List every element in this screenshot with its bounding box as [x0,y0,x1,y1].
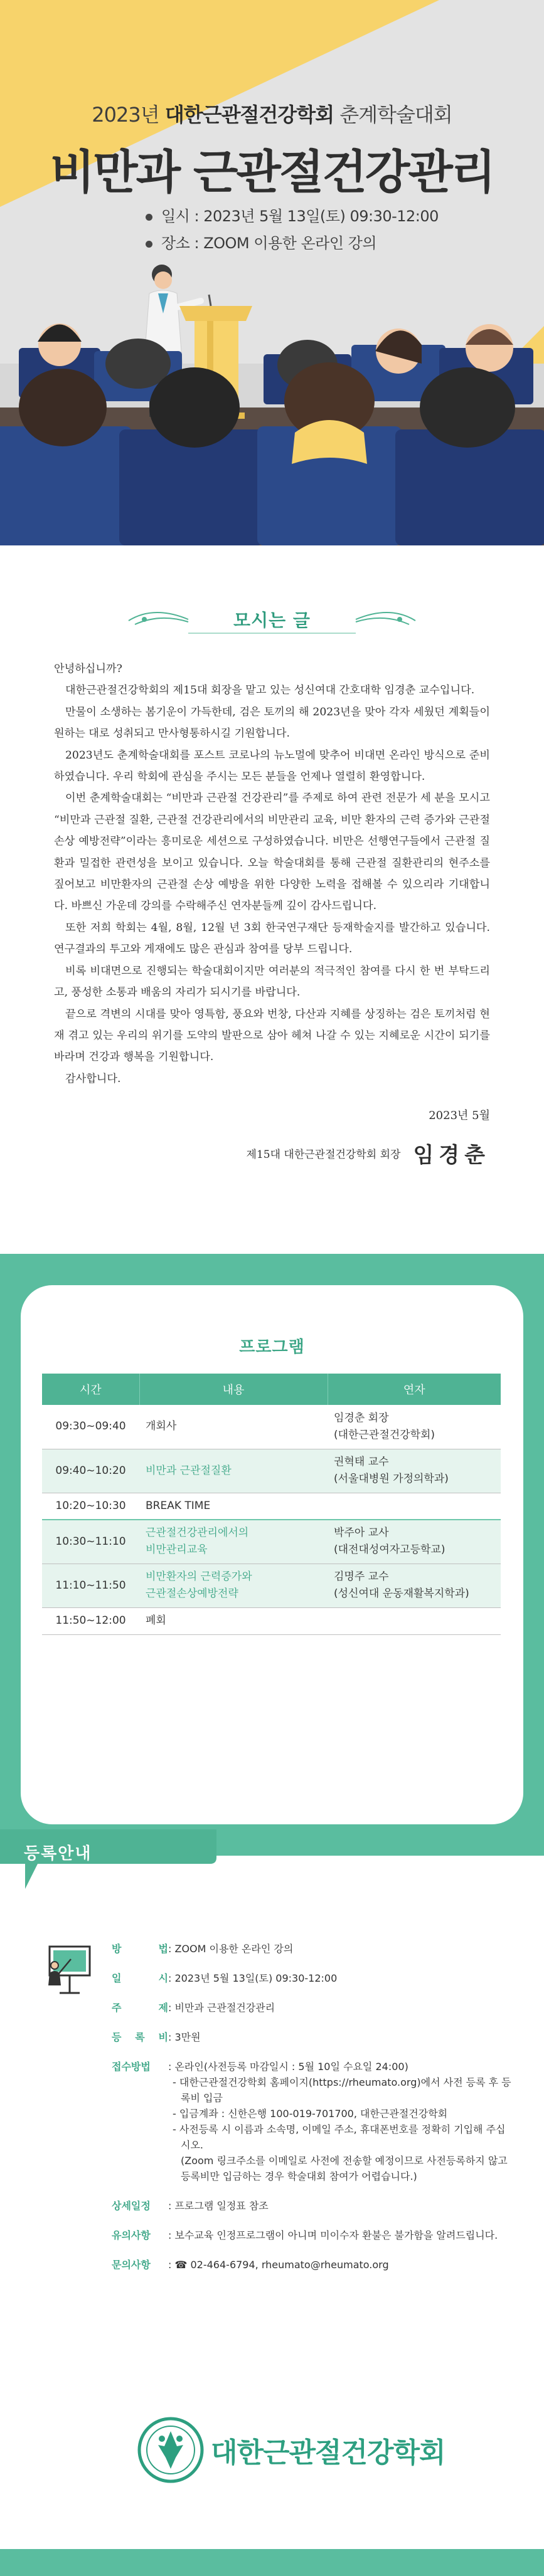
registration-value: : 보수교육 인정프로그램이 아니며 미이수자 환불은 불가함을 알려드립니다. [168,2229,498,2241]
audience [0,323,544,545]
contact-info[interactable]: : ☎ 02-464-6794, rheumato@rheumato.org [168,2259,389,2271]
program-content: 비만환자의 근력증가와 근관절손상예방전략 [139,1564,328,1607]
registration-row [112,1970,513,1986]
registration-key: 등 록 비 [112,2031,168,2043]
registration-value: : 2023년 5월 13일(토) 09:30-12:00 [168,1972,338,1984]
registration-value: : 비만과 근관절건강관리 [168,2002,275,2014]
registration-method-text: : 온라인(사전등록 마감일시 : 5월 10일 수요일 24:00) [168,2061,408,2073]
table-row [42,1449,501,1493]
hero-date-line: 일시 : 2023년 5월 13일(토) 09:30-12:00 [146,204,439,226]
registration-row [112,2257,513,2273]
registration-title: 등록안내 [24,1844,92,1863]
registration-key: 접수방법 [112,2061,151,2073]
letter-paragraph: 대한근관절건강학회의 제15대 회장을 맡고 있는 성신여대 간호대학 임경춘 교수입니다. [65,684,475,697]
signature-name: 임경춘 [413,1143,490,1168]
program-content: 비만과 근관절질환 [139,1449,328,1493]
registration-detail: - 대한근관절건강학회 홈페이지(https://rheumato.org)에서 사전 등록 후 등록비 입금 [173,2076,511,2104]
registration-key: 유의사항 [112,2229,151,2241]
table-row [42,1564,501,1607]
letter-paragraph: 비록 비대면으로 진행되는 학술대회이지만 여러분의 적극적인 참여를 다시 한 번 부탁드리고, 풍성한 소통과 배움의 자리가 되시기를 바랍니다. [54,964,490,999]
footer-org-name: 대한근관절건강학회 [211,2437,445,2469]
presentation-board-icon [41,1940,96,1995]
program-time: 11:10~11:50 [42,1564,139,1607]
letter-paragraph: 안녕하십니까? [54,663,122,675]
registration-key: 문의사항 [112,2259,151,2271]
greeting-letter [54,658,490,1090]
letter-paragraph: 2023년도 춘계학술대회를 포스트 코로나의 뉴노멀에 맞추어 비대면 온라인 방식으로 준비하였습니다. 우리 학회에 관심을 주시는 모든 분들을 언제나 열렬히 환영합니다. [54,749,490,784]
program-time: 10:30~11:10 [42,1520,139,1564]
registration-key: 주 제 [112,2002,168,2014]
program-speaker: 김명주 교수 (성신여대 운동재활복지학과) [328,1564,501,1607]
registration-row [112,2000,513,2016]
footer-band [0,2549,544,2576]
program-content: 폐회 [139,1607,328,1634]
program-header-content: 내용 [139,1374,328,1405]
program-content: BREAK TIME [139,1493,328,1520]
hero-subtitle: 2023년 대한근관절건강학회 춘계학술대회 [92,103,452,127]
registration-list [112,1941,513,2273]
registration-key: 일 시 [112,1972,168,1984]
registration-value: : 3만원 [168,2031,201,2043]
program-title: 프로그램 [239,1338,305,1357]
table-row [42,1520,501,1564]
letter-paragraph: 이번 춘계학술대회는 “비만과 근관절 건강관리”를 주제로 하여 관련 전문가 세 분을 모시고 “비만과 근관절 질환, 근관절 건강관리에서의 비만관리 교육, 비만 환자의 근력 증가와 근관절 손상 예방전략”이라는 흥미로운 세션으로 구성하였습니다. 비만은 선행연구들에서 근관절 질환과 밀접한 관련성을 보이고 있습니다. 오늘 학술대회를 통해 근관절 질환관리의 현주소를 짚어보고 비만환자의 근관절 손상 예방을 위한 다양한 노력을 접해볼 수 있으리라 기대합니다. 바쁘신 가운데 강의를 수락해주신 연자분들께 깊이 감사드립니다. [54,792,490,913]
registration-value: : ZOOM 이용한 온라인 강의 [168,1943,294,1955]
registration-row [112,2227,513,2243]
program-header-time: 시간 [42,1374,139,1405]
hero-banner [0,0,544,545]
program-time: 09:40~10:20 [42,1449,139,1493]
hero-place-line: 장소 : ZOOM 이용한 온라인 강의 [146,231,376,253]
letter-signature [247,1138,490,1169]
registration-detail: - 입금계좌 : 신한은행 100-019-701700, 대한근관절건강학회 [173,2108,448,2120]
program-header-speaker: 연자 [328,1374,501,1405]
program-time: 10:20~10:30 [42,1493,139,1520]
program-content: 개회사 [139,1405,328,1449]
registration-key: 상세일정 [112,2200,151,2212]
registration-value [168,2059,513,2184]
letter-paragraph: 감사합니다. [65,1072,121,1085]
letter-date: 2023년 5월 [429,1109,490,1122]
program-speaker: 임경춘 회장 (대한근관절건강학회) [328,1405,501,1449]
signature-role: 제15대 대한근관절건강학회 회장 [246,1149,401,1161]
program-time: 09:30~09:40 [42,1405,139,1449]
table-row [42,1405,501,1449]
program-speaker [328,1493,501,1520]
hero-title: 비만과 근관절건강관리 [50,145,494,199]
table-row [42,1607,501,1634]
lecture-illustration [0,219,544,545]
registration-value: : 프로그램 일정표 참조 [168,2200,269,2212]
program-table [42,1374,501,1635]
letter-paragraph: 또한 저희 학회는 4월, 8월, 12월 년 3회 한국연구재단 등재학술지를 발간하고 있습니다. 연구결과의 투고와 게재에도 많은 관심과 참여를 당부 드립니다. [54,921,490,956]
registration-key: 방 법 [112,1943,168,1955]
registration-row [112,2059,513,2184]
registration-row [112,2198,513,2214]
registration-row [112,2029,513,2045]
letter-paragraph: 만물이 소생하는 봄기운이 가득한데, 검은 토끼의 해 2023년을 맞아 각자 세웠던 계획들이 원하는 대로 성취되고 만사형통하시길 기원합니다. [54,705,490,740]
registration-detail: - 사전등록 시 이름과 소속명, 이메일 주소, 휴대폰번호를 정확히 기입해 주십시오. [173,2123,506,2151]
program-time: 11:50~12:00 [42,1607,139,1634]
program-speaker: 박주아 교사 (대전대성여자고등학교) [328,1520,501,1564]
table-row [42,1493,501,1520]
registration-detail: (Zoom 링크주소를 이메일로 사전에 전송할 예정이므로 사전등록하지 않고 등록비만 입금하는 경우 학술대회 참여가 어렵습니다.) [181,2155,508,2182]
program-speaker: 권혁태 교수 (서울대병원 가정의학과) [328,1449,501,1493]
letter-paragraph: 끝으로 격변의 시대를 맞아 영특함, 풍요와 번창, 다산과 지혜를 상징하는 검은 토끼처럼 현재 겪고 있는 우리의 위기를 도약의 발판으로 삼아 헤쳐 나갈 수 있는 지혜로운 시간이 되기를 바라며 건강과 행복을 기원합니다. [54,1007,490,1064]
registration-row [112,1941,513,1957]
greeting-title: 모시는 글 [233,610,311,631]
program-speaker [328,1607,501,1634]
program-content: 근관절건강관리에서의 비만관리교육 [139,1520,328,1564]
